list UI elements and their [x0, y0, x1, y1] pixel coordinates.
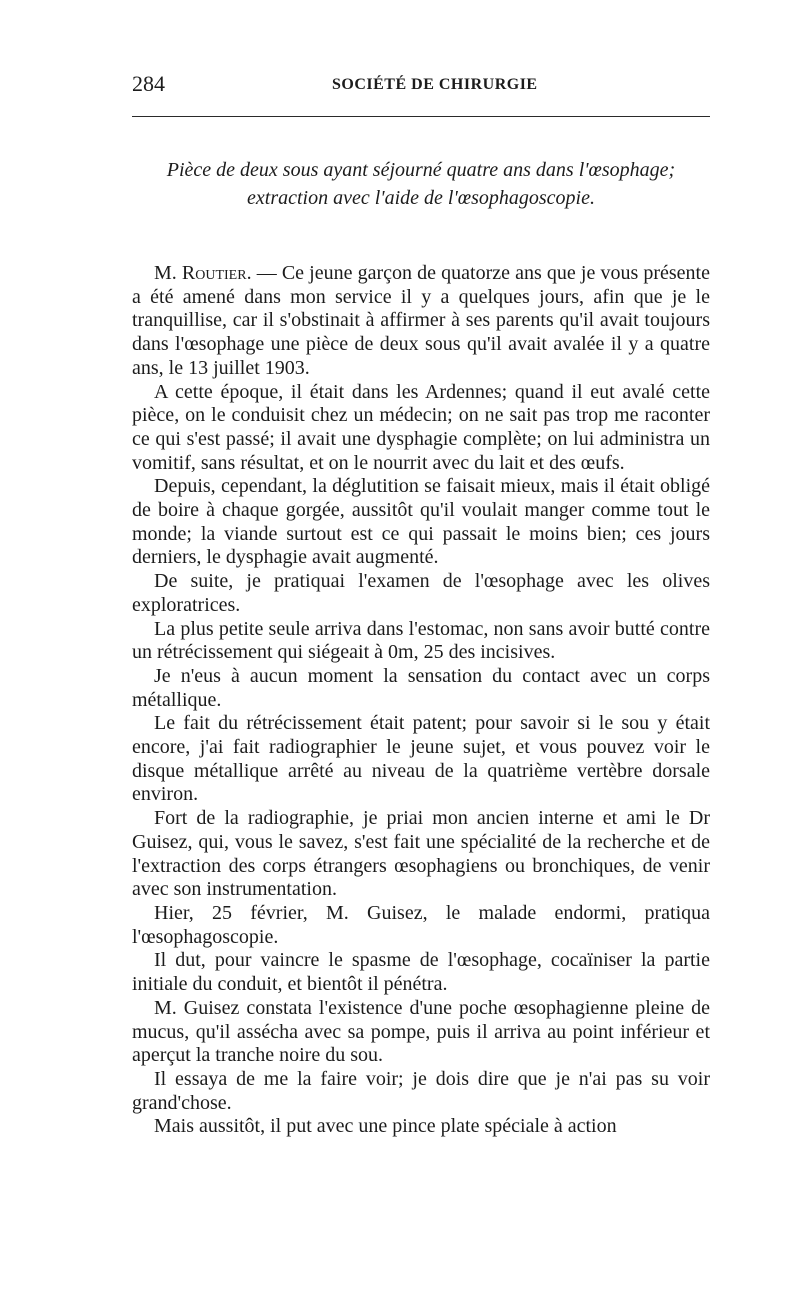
speaker-name: M. Routier.	[154, 262, 252, 284]
body-text	[132, 262, 710, 1139]
section-title	[132, 156, 710, 212]
paragraph: Je n'eus à aucun moment la sensation du contact avec un corps métallique.	[132, 664, 710, 711]
title-line-2: extraction avec l'aide de l'œsophagoscopie.	[247, 187, 595, 209]
running-head: SOCIÉTÉ DE CHIRURGIE	[332, 76, 538, 93]
paragraph: Il essaya de me la faire voir; je dois dire que je n'ai pas su voir grand'chose.	[132, 1067, 710, 1114]
paragraph-1-text: — Ce jeune garçon de quatorze ans que je vous présente a été amené dans mon service il y a quelques jours, afin que je le tranquillise, car il s'obstinait à affirmer à ses parents qu'il avait toujours dans l'œsophage une pièce de deux sous qu'il avait avalée il y a quatre ans, le 13 juillet 1903.	[132, 262, 710, 379]
page-header	[132, 70, 710, 100]
paragraph: Fort de la radiographie, je priai mon ancien interne et ami le Dr Guisez, qui, vous le savez, s'est fait une spécialité de la recherche et de l'extraction des corps étrangers œsophagiens ou bronchiques, de venir avec son instrumentation.	[132, 807, 710, 901]
paragraph: Le fait du rétrécissement était patent; pour savoir si le sou y était encore, j'ai fait radiographier le jeune sujet, et vous pouvez voir le disque métallique arrêté au niveau de la quatrième vertèbre dorsale environ.	[132, 712, 710, 806]
paragraph: Il dut, pour vaincre le spasme de l'œsophage, cocaïniser la partie initiale du conduit, et bientôt il pénétra.	[132, 949, 710, 996]
paragraph: La plus petite seule arriva dans l'estomac, non sans avoir butté contre un rétrécissement qui siégeait à 0m, 25 des incisives.	[132, 617, 710, 664]
paragraph: A cette époque, il était dans les Ardennes; quand il eut avalé cette pièce, on le conduisit chez un médecin; on ne sait pas trop me raconter ce qui s'est passé; il avait une dysphagie complète; on lui administra un vomitif, sans résultat, et on le nourrit avec du lait et des œufs.	[132, 380, 710, 474]
paragraph: Depuis, cependant, la déglutition se faisait mieux, mais il était obligé de boire à chaque gorgée, aussitôt qu'il voulait manger comme tout le monde; la viande surtout est ce qui passait le moins bien; ces jours derniers, le dysphagie avait augmenté.	[132, 475, 710, 569]
header-rule	[132, 116, 710, 117]
page-number: 284	[132, 71, 165, 96]
paragraph: M. Guisez constata l'existence d'une poche œsophagienne pleine de mucus, qu'il assécha avec sa pompe, puis il arriva au point inférieur et aperçut la tranche noire du sou.	[132, 996, 710, 1067]
paragraph: Hier, 25 février, M. Guisez, le malade endormi, pratiqua l'œsophagoscopie.	[132, 901, 710, 948]
paragraph: Mais aussitôt, il put avec une pince plate spéciale à action	[154, 1115, 617, 1138]
paragraph: De suite, je pratiquai l'examen de l'œsophage avec les olives exploratrices.	[132, 570, 710, 616]
title-line-1: Pièce de deux sous ayant séjourné quatre ans dans l'œsophage;	[166, 159, 676, 181]
paragraph-1	[132, 262, 710, 381]
